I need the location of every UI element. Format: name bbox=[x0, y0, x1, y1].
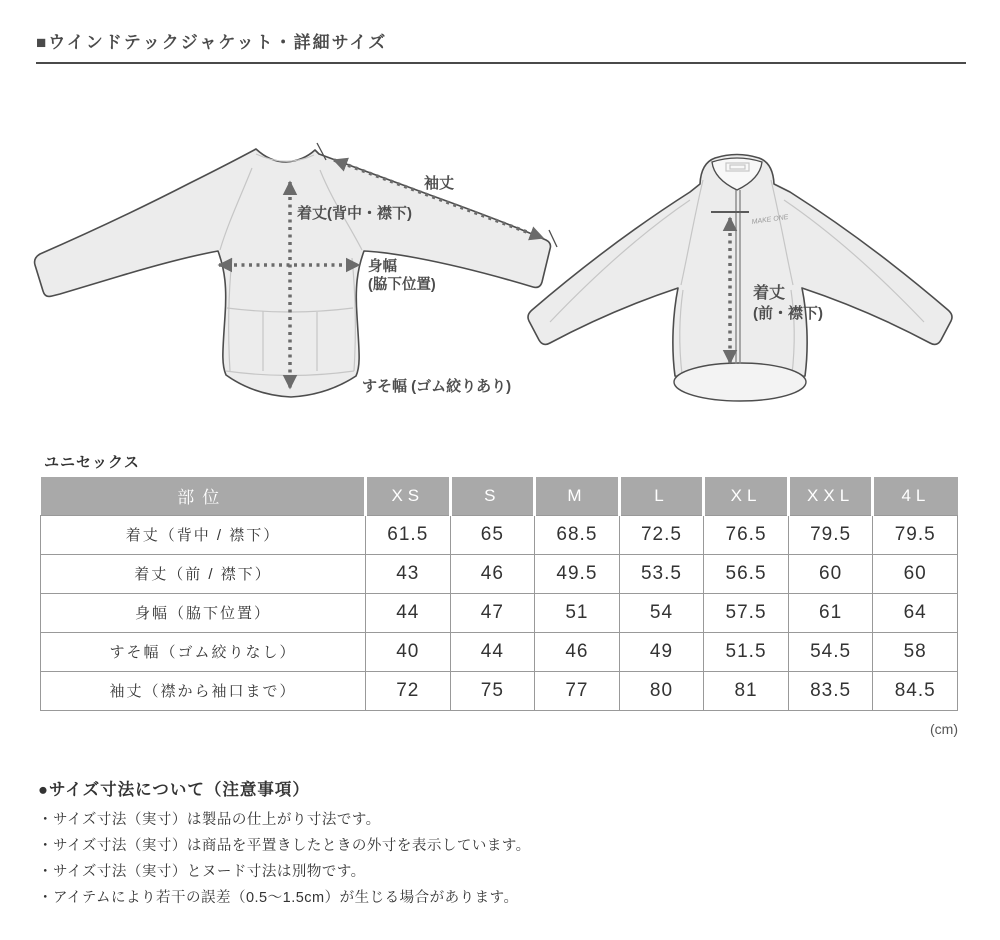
size-value-cell: 44 bbox=[366, 593, 451, 632]
size-value-cell: 84.5 bbox=[873, 671, 958, 710]
note-item: ・アイテムにより若干の誤差（0.5〜1.5cm）が生じる場合があります。 bbox=[38, 890, 519, 906]
column-header-size-M: M bbox=[535, 477, 620, 515]
size-value-cell: 51 bbox=[535, 593, 620, 632]
size-value-cell: 58 bbox=[873, 632, 958, 671]
row-label: 身幅（脇下位置） bbox=[41, 593, 366, 632]
size-value-cell: 43 bbox=[366, 554, 451, 593]
size-value-cell: 72 bbox=[366, 671, 451, 710]
notes-section bbox=[38, 776, 531, 911]
size-value-cell: 51.5 bbox=[704, 632, 789, 671]
size-value-cell: 77 bbox=[535, 671, 620, 710]
size-value-cell: 44 bbox=[450, 632, 535, 671]
brand-logo: MAKE ONE bbox=[751, 213, 789, 226]
size-value-cell: 68.5 bbox=[535, 515, 620, 554]
size-value-cell: 81 bbox=[704, 671, 789, 710]
size-value-cell: 75 bbox=[450, 671, 535, 710]
row-label: 着丈（背中 / 襟下） bbox=[41, 515, 366, 554]
row-label: 着丈（前 / 襟下） bbox=[41, 554, 366, 593]
front-length-label-line1: 着丈 bbox=[753, 285, 786, 302]
row-label: すそ幅（ゴム絞りなし） bbox=[41, 632, 366, 671]
note-item: ・サイズ寸法（実寸）は商品を平置きしたときの外寸を表示しています。 bbox=[38, 838, 531, 854]
size-value-cell: 72.5 bbox=[619, 515, 704, 554]
size-table bbox=[40, 477, 958, 711]
back-length-label: 着丈(背中・襟下) bbox=[297, 205, 412, 222]
table-row bbox=[41, 554, 958, 593]
note-item: ・サイズ寸法（実寸）とヌード寸法は別物です。 bbox=[38, 864, 366, 880]
jacket-front-view bbox=[528, 155, 952, 402]
size-value-cell: 65 bbox=[450, 515, 535, 554]
table-row bbox=[41, 593, 958, 632]
jacket-back-view bbox=[35, 143, 557, 397]
column-header-size-XXL: XXL bbox=[788, 477, 873, 515]
size-value-cell: 49.5 bbox=[535, 554, 620, 593]
unisex-section-label: ユニセックス bbox=[44, 454, 140, 471]
size-value-cell: 54.5 bbox=[788, 632, 873, 671]
size-value-cell: 79.5 bbox=[873, 515, 958, 554]
column-header-size-L: L bbox=[619, 477, 704, 515]
unit-label: (cm) bbox=[930, 721, 958, 737]
size-value-cell: 60 bbox=[788, 554, 873, 593]
size-value-cell: 61.5 bbox=[366, 515, 451, 554]
column-header-size-XS: XS bbox=[366, 477, 451, 515]
front-length-label-line2: (前・襟下) bbox=[753, 305, 823, 322]
table-row bbox=[41, 632, 958, 671]
size-value-cell: 79.5 bbox=[788, 515, 873, 554]
sleeve-length-label: 袖丈 bbox=[424, 175, 455, 192]
page-title: ■ウインドテックジャケット・詳細サイズ bbox=[36, 32, 966, 64]
size-value-cell: 40 bbox=[366, 632, 451, 671]
size-value-cell: 61 bbox=[788, 593, 873, 632]
column-header-size-S: S bbox=[450, 477, 535, 515]
size-value-cell: 53.5 bbox=[619, 554, 704, 593]
column-header-size-4L: 4L bbox=[873, 477, 958, 515]
size-value-cell: 76.5 bbox=[704, 515, 789, 554]
front-hem-ellipse bbox=[674, 363, 806, 401]
size-value-cell: 57.5 bbox=[704, 593, 789, 632]
size-value-cell: 46 bbox=[450, 554, 535, 593]
jacket-back-outline bbox=[35, 149, 551, 397]
hem-width-label: すそ幅 (ゴム絞りあり) bbox=[362, 378, 512, 395]
size-value-cell: 49 bbox=[619, 632, 704, 671]
size-value-cell: 60 bbox=[873, 554, 958, 593]
table-row bbox=[41, 515, 958, 554]
body-width-label-line1: 身幅 bbox=[368, 259, 397, 275]
size-value-cell: 54 bbox=[619, 593, 704, 632]
note-item: ・サイズ寸法（実寸）は製品の仕上がり寸法です。 bbox=[38, 812, 381, 828]
size-value-cell: 56.5 bbox=[704, 554, 789, 593]
size-table-header-row bbox=[41, 477, 958, 515]
notes-heading: ●サイズ寸法について（注意事項） bbox=[38, 781, 310, 799]
row-label: 袖丈（襟から袖口まで） bbox=[41, 671, 366, 710]
size-value-cell: 80 bbox=[619, 671, 704, 710]
size-value-cell: 64 bbox=[873, 593, 958, 632]
jacket-measurement-diagram bbox=[0, 118, 1000, 443]
size-value-cell: 46 bbox=[535, 632, 620, 671]
body-width-label-line2: (脇下位置) bbox=[368, 277, 436, 293]
size-value-cell: 83.5 bbox=[788, 671, 873, 710]
table-row bbox=[41, 671, 958, 710]
size-value-cell: 47 bbox=[450, 593, 535, 632]
column-header-size-XL: XL bbox=[704, 477, 789, 515]
column-header-part: 部位 bbox=[41, 477, 366, 515]
